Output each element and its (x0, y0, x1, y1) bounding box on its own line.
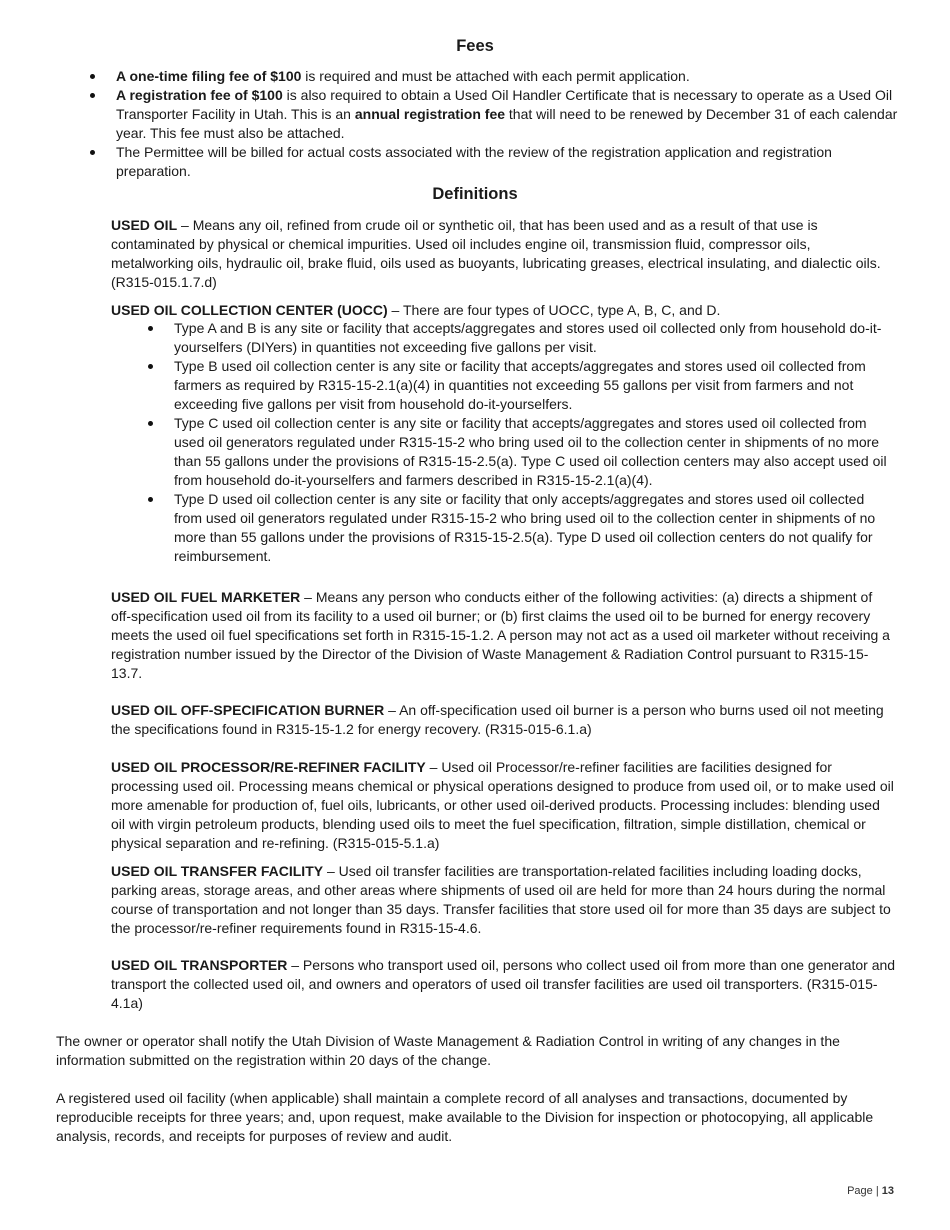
page-label: Page (847, 1185, 873, 1197)
def-term: USED OIL OFF-SPECIFICATION BURNER (111, 702, 385, 718)
page-separator: | (875, 1185, 879, 1197)
uocc-type-text: Type D used oil collection center is any site or facility that only accepts/aggregates and stores used oil collected from used oil generators regulated under R315-15-2 who bring used oil to the collection center in shipments of no more than 55 gallons under the provisions of R315-15-2.5(a). Type D used oil collection centers do not qualify for reimbursement. (174, 491, 876, 564)
def-term: USED OIL TRANSPORTER (111, 957, 288, 973)
def-text: – Used oil Processor/re-refiner facilities are facilities designed for processing used oil. Processing means chemical or physical operations designed to produce from used oil, or to make used oil more amenable for production of, fuel oils, lubricants, or other used oil-derived products. Processing includes: blending used oil with virgin petroleum products, blending used oils to meet the fuel specification, filtration, simple distillation, chemical or physical separation and re-refining. (R315-015-5.1.a) (111, 759, 894, 851)
def-text: – Means any person who conducts either of the following activities: (a) directs a shipment of off-specification used oil from its facility to a used oil burner; or (b) first claims the used oil to be burned for energy recovery meets the used oil fuel specifications set forth in R315-15-1.2. A person may not act as a used oil marketer without receiving a registration number issued by the Director of the Division of Waste Management & Radiation Control pursuant to R315-15-13.7. (111, 589, 890, 681)
def-text: – An off-specification used oil burner is a person who burns used oil not meeting the specifications found in R315-15-1.2 for energy recovery. (R315-015-6.1.a) (111, 702, 884, 737)
def-fuel-marketer (111, 588, 896, 683)
bullet-icon (90, 93, 95, 98)
def-text: – Means any oil, refined from crude oil or synthetic oil, that has been used and as a result of that use is contaminated by physical or chemical impurities. Used oil includes engine oil, transmission fluid, compressor oils, metalworking oils, hydraulic oil, brake fluid, oils used as buoyants, lubricating greases, electrical insulating, and dialectic oils. (R315-015.1.7.d) (111, 217, 881, 290)
uocc-type-d (111, 490, 896, 566)
fee-bold-annual: annual registration fee (354, 106, 506, 122)
def-processor (111, 758, 896, 853)
bullet-icon (148, 326, 153, 331)
fees-heading: Fees (456, 37, 494, 55)
def-text: – Used oil transfer facilities are transportation-related facilities including loading docks, parking areas, storage areas, and other areas where shipments of used oil are held for more than 24 hours during the normal course of transportation and not longer than 35 days. Transfer facilities that store used oil for more than 35 days are subject to the processor/re-refiner requirements found in R315-15-4.6. (111, 863, 891, 936)
uocc-type-c (111, 414, 896, 490)
page-number (847, 1185, 894, 1197)
page-number-value: 13 (881, 1185, 894, 1197)
definitions-heading: Definitions (432, 185, 518, 203)
fee-bold: A registration fee of $100 (116, 87, 283, 103)
def-offspec-burner (111, 701, 896, 739)
def-term: USED OIL PROCESSOR/RE-REFINER FACILITY (111, 759, 426, 775)
fee-text: The Permittee will be billed for actual costs associated with the review of the registration application and registration preparation. (116, 144, 832, 179)
fee-text: is also required to obtain a Used Oil Handler Certificate that is necessary to operate as a Used Oil Transporter Facility in Utah. This is an (116, 87, 893, 122)
uocc-type-text: Type C used oil collection center is any site or facility that accepts/aggregates and stores used oil collected from used oil generators regulated under R315-15-2 who bring used oil to the collection center in shipments of no more than 55 gallons under the provisions of R315-15-2.5(a). Type C used oil collection centers may also accept used oil from household do-it-yourselfers and farmers described in R315-15-2.1(a)(4). (174, 415, 887, 488)
uocc-type-a-b (111, 319, 896, 357)
notice-changes: The owner or operator shall notify the Utah Division of Waste Management & Radiation Control in writing of any changes in the information submitted on the registration within 20 days of the change. (56, 1033, 840, 1068)
notice-records: A registered used oil facility (when applicable) shall maintain a complete record of all analyses and transactions, documented by reproducible receipts for three years; and, upon request, make available to the Division for inspection or photocopying, all applicable analysis, records, and receipts for purposes of review and audit. (56, 1090, 874, 1144)
bullet-icon (148, 421, 153, 426)
def-used-oil (111, 216, 896, 292)
def-term: USED OIL (111, 217, 178, 233)
fee-text: is required and must be attached with each permit application. (301, 68, 690, 84)
bullet-icon (90, 74, 95, 79)
uocc-type-text: Type A and B is any site or facility that accepts/aggregates and stores used oil collected only from household do-it-yourselfers (DIYers) in quantities not exceeding five gallons per visit. (174, 320, 882, 355)
def-term: USED OIL FUEL MARKETER (111, 589, 301, 605)
uocc-type-b (111, 357, 896, 414)
def-term: USED OIL TRANSFER FACILITY (111, 863, 324, 879)
uocc-types-list (111, 319, 896, 566)
bullet-icon (148, 364, 153, 369)
def-text: – Persons who transport used oil, persons who collect used oil from more than one generator and transport the collected used oil, and owners and operators of used oil transfer facilities are used oil transporters. (R315-015-4.1a) (111, 957, 896, 1011)
fee-bold: A one-time filing fee of $100 (116, 68, 302, 84)
bullet-icon (148, 497, 153, 502)
def-transporter (111, 956, 896, 1013)
fee-text: that will need to be renewed by December 31 of each calendar year. This fee must also be attached. (116, 106, 898, 141)
def-uocc (111, 301, 896, 320)
def-text: – There are four types of UOCC, type A, B, C, and D. (387, 302, 721, 318)
def-term: USED OIL COLLECTION CENTER (UOCC) (111, 302, 388, 318)
fees-list (56, 67, 906, 181)
fee-item-registration (56, 86, 906, 143)
def-transfer-facility (111, 862, 896, 938)
fee-item-billing (56, 143, 906, 181)
bullet-icon (90, 150, 95, 155)
fee-item-filing (56, 67, 906, 86)
uocc-type-text: Type B used oil collection center is any site or facility that accepts/aggregates and stores used oil collected from farmers as required by R315-15-2.1(a)(4) in quantities not exceeding 55 gallons per visit from farmers and not exceeding five gallons per visit from household do-it-yourselfers. (174, 358, 866, 412)
